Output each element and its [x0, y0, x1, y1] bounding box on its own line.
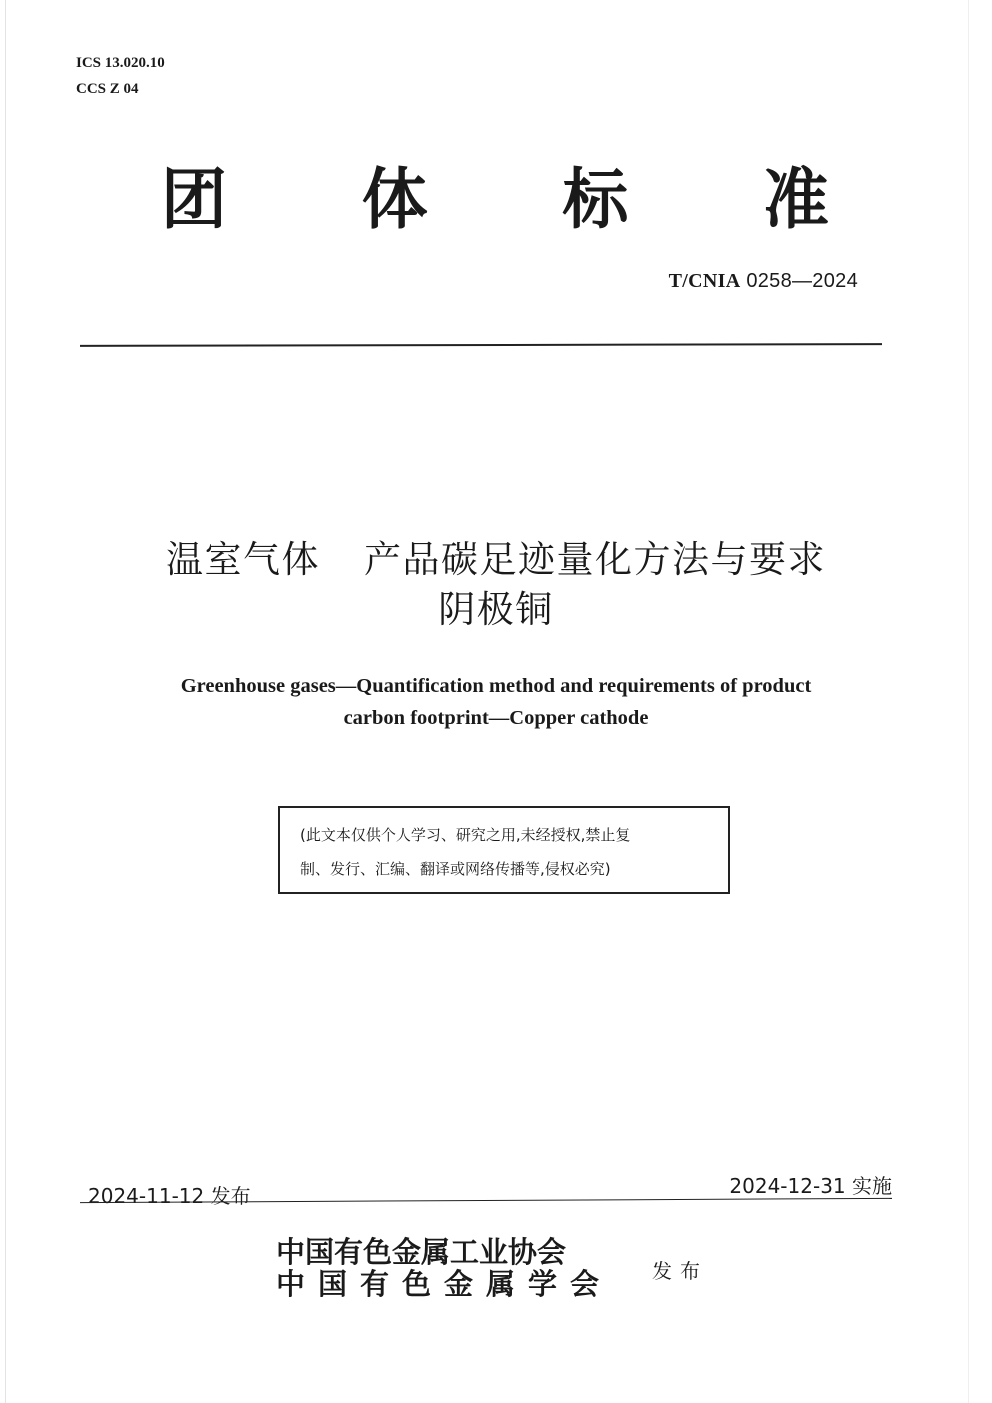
english-title-line1: Greenhouse gases—Quantification method and requirements of product [180, 675, 812, 697]
publisher-2: 中国有色金属学会 [276, 1267, 613, 1301]
chinese-title [60, 535, 932, 635]
standard-number [669, 270, 858, 293]
publish-label: 发布 [652, 1259, 708, 1283]
title-part2: 产品碳足迹量化方法与要求 [364, 538, 826, 581]
chinese-title-line2: 阴极铜 [438, 588, 554, 631]
english-title [60, 670, 932, 734]
classification-codes [76, 50, 165, 102]
doc-type-char: 标 [562, 161, 629, 238]
title-part1: 温室气体 [166, 538, 320, 581]
publisher-names [276, 1236, 612, 1300]
doc-type-char: 团 [161, 161, 227, 238]
standard-prefix: T/CNIA [668, 270, 741, 292]
doc-type-char: 体 [361, 161, 428, 238]
document-type-heading [150, 160, 840, 240]
ics-code: ICS 13.020.10 [76, 55, 165, 71]
notice-line1: (此文本仅供个人学习、研究之用,未经授权,禁止复 [300, 826, 631, 844]
issue-date: 2024-11-12 发布 [88, 1184, 251, 1208]
doc-type-char: 准 [762, 161, 829, 238]
header-divider [80, 343, 882, 347]
notice-line2: 制、发行、汇编、翻译或网络传播等,侵权必究) [300, 860, 611, 878]
implementation-date: 2024-12-31 实施 [729, 1174, 892, 1198]
publisher-1: 中国有色金属工业协会 [276, 1235, 567, 1269]
ccs-code: CCS Z 04 [76, 81, 139, 97]
english-title-line2: carbon footprint—Copper cathode [343, 707, 649, 729]
scan-edge-left [5, 0, 6, 1403]
copyright-notice-box [278, 806, 730, 894]
standard-code: 0258—2024 [746, 270, 858, 292]
chinese-title-line1 [60, 535, 932, 585]
scan-edge-right [968, 0, 969, 1403]
